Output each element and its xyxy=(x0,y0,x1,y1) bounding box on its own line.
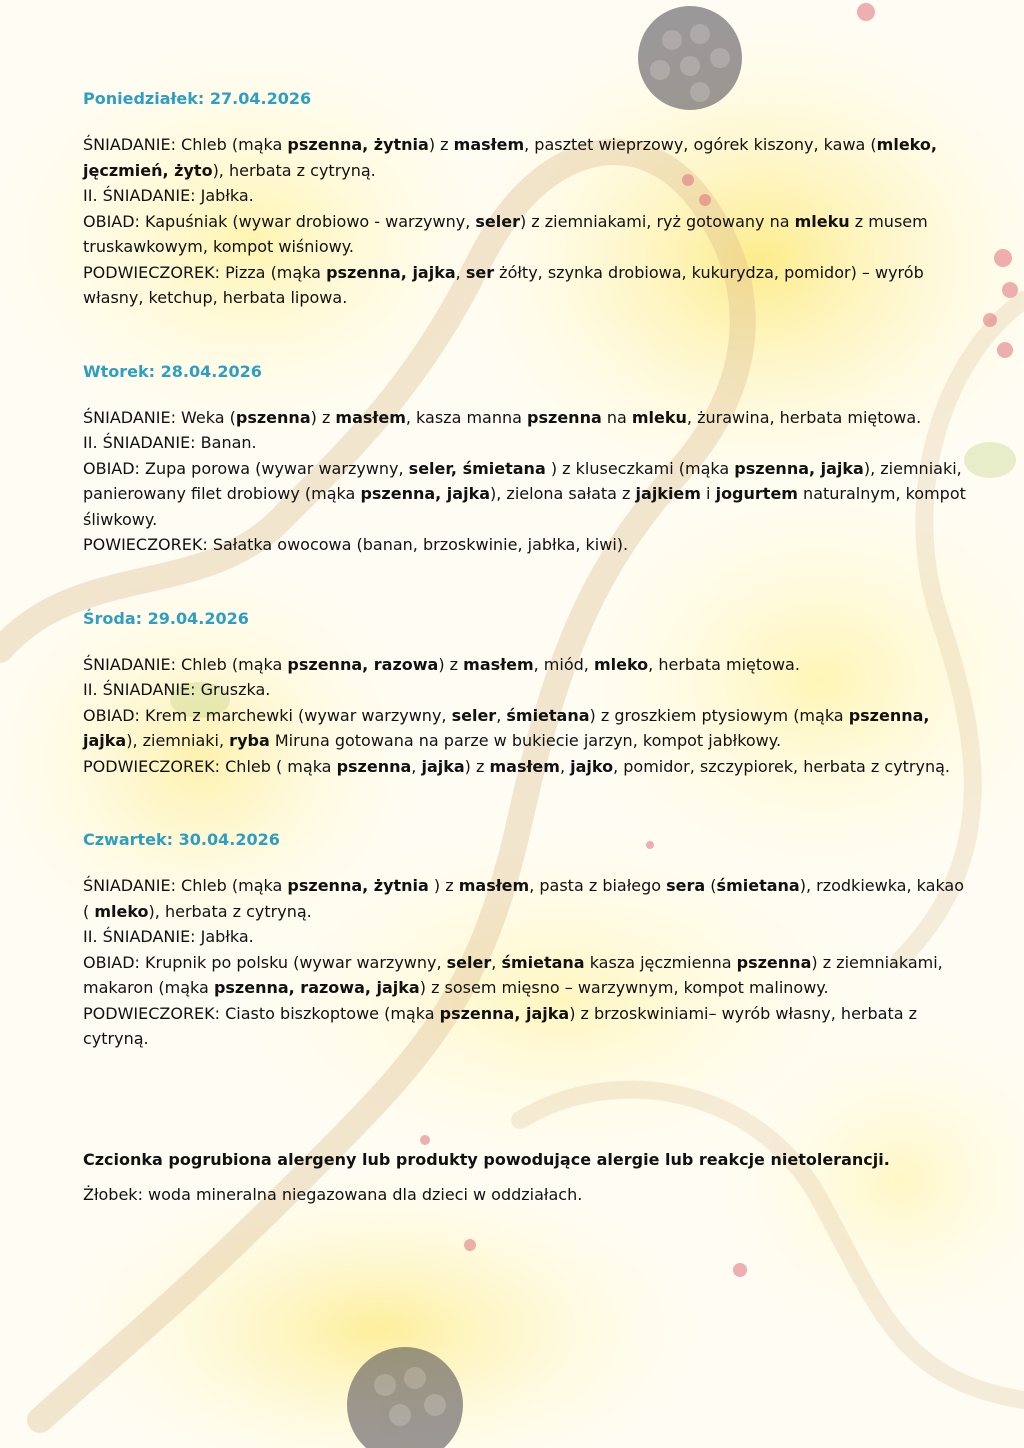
meal-text: PODWIECZOREK: Chleb ( mąka xyxy=(83,756,337,776)
meal-text: PODWIECZOREK: Ciasto biszkoptowe (mąka xyxy=(83,1003,440,1023)
menu-document xyxy=(83,86,968,1100)
meal-line xyxy=(83,405,968,431)
meal-line xyxy=(83,430,968,456)
meal-text: ), ziemniaki, panierowany filet drobiowy (mąka xyxy=(83,458,962,503)
meal-text: naturalnym, kompot śliwkowy. xyxy=(83,484,966,529)
day-title: Poniedziałek: 27.04.2026 xyxy=(83,89,312,108)
meal-text: ŚNIADANIE: Weka ( xyxy=(83,407,236,427)
meal-text: na xyxy=(601,407,632,427)
meal-text: PODWIECZOREK: Pizza (mąka xyxy=(83,262,327,282)
meal-text: z musem truskawkowym, kompot wiśniowy. xyxy=(83,211,928,256)
allergen-text: jajkiem xyxy=(635,484,701,503)
meal-text: ( xyxy=(705,876,717,895)
meal-text: , miód, xyxy=(533,654,594,674)
allergen-text: pszenna, jajka xyxy=(360,484,491,503)
day-section xyxy=(83,359,968,558)
allergen-text: pszenna xyxy=(336,756,412,776)
allergen-text: mleko xyxy=(94,901,149,921)
allergen-text: pszenna xyxy=(527,407,602,427)
footer xyxy=(83,1147,968,1207)
allergen-text: mleku xyxy=(631,407,687,427)
meal-text: ) z xyxy=(464,756,490,776)
meal-text: ) z xyxy=(428,135,454,154)
day-section xyxy=(83,86,968,311)
allergen-text: seler, śmietana xyxy=(408,458,546,478)
allergen-text: seler xyxy=(451,705,497,725)
meal-text: ) z xyxy=(428,876,459,895)
allergen-text: mleko, jęczmień, żyto xyxy=(83,135,937,180)
day-title: Środa: 29.04.2026 xyxy=(83,608,249,628)
allergen-text: pszenna, jajka xyxy=(439,1003,570,1023)
meal-line xyxy=(83,183,968,209)
allergen-text: seler xyxy=(475,211,520,231)
meal-line xyxy=(83,260,968,311)
meal-line xyxy=(83,209,968,260)
meal-text: ), herbata z cytryną. xyxy=(148,901,312,921)
meal-text: OBIAD: Krem z marchewki (wywar warzywny, xyxy=(83,705,452,725)
meal-text: ŚNIADANIE: Chleb (mąka xyxy=(83,654,288,674)
day-title: Czwartek: 30.04.2026 xyxy=(83,830,280,849)
meal-line xyxy=(83,873,968,924)
allergen-text: masłem xyxy=(335,407,406,427)
allergen-text: mleku xyxy=(794,211,850,231)
allergen-text: śmietana xyxy=(501,952,585,972)
meal-line xyxy=(83,132,968,183)
allergen-text: seler xyxy=(446,952,492,972)
meal-text: Miruna gotowana na parze w bukiecie jarzyn, kompot jabłkowy. xyxy=(269,731,782,750)
meal-text: OBIAD: Zupa porowa (wywar warzywny, xyxy=(83,458,409,478)
meal-text: , pasta z białego xyxy=(529,876,667,895)
meal-text: POWIECZOREK: Sałatka owocowa (banan, brzoskwinie, jabłka, kiwi). xyxy=(83,535,629,554)
meal-line xyxy=(83,652,968,678)
meal-text: OBIAD: Kapuśniak (wywar drobiowo - warzywny, xyxy=(83,211,476,231)
day-section xyxy=(83,827,968,1052)
meal-text: , żurawina, herbata miętowa. xyxy=(686,407,922,427)
meal-text: , kasza manna xyxy=(405,407,528,427)
allergen-text: ser xyxy=(465,262,495,282)
meal-line xyxy=(83,1001,968,1052)
meal-text: kasza jęczmienna xyxy=(584,952,737,972)
meal-line xyxy=(83,924,968,950)
meal-text: , pasztet wieprzowy, ogórek kiszony, kawa ( xyxy=(524,135,877,154)
allergen-text: pszenna, razowa xyxy=(287,654,439,674)
allergen-text: śmietana xyxy=(506,705,590,725)
allergen-text: mleko xyxy=(593,654,649,674)
allergen-text: pszenna xyxy=(736,952,812,972)
meal-text: , herbata miętowa. xyxy=(648,654,800,674)
day-title: Wtorek: 28.04.2026 xyxy=(83,361,262,381)
meal-line xyxy=(83,754,968,780)
meal-text: ) z sosem mięsno – warzywnym, kompot malinowy. xyxy=(419,978,829,997)
meal-text: ), herbata z cytryną. xyxy=(212,160,376,180)
meal-text: ) z xyxy=(438,654,464,674)
meal-line xyxy=(83,456,968,533)
meal-text: , xyxy=(491,952,502,972)
meal-text: ), rzodkiewka, kakao ( xyxy=(83,876,965,921)
meal-line xyxy=(83,677,968,703)
allergen-text: jajko xyxy=(570,756,614,776)
meal-text: , pomidor, szczypiorek, herbata z cytryną. xyxy=(613,756,951,776)
meal-text: , xyxy=(559,756,571,776)
meal-text: II. ŚNIADANIE: Banan. xyxy=(83,433,257,452)
allergen-text: pszenna, jajka xyxy=(326,262,456,282)
meal-text: , xyxy=(455,262,466,282)
allergen-text: pszenna, żytnia xyxy=(287,876,429,895)
meal-text: ŚNIADANIE: Chleb (mąka xyxy=(83,135,288,154)
meal-line xyxy=(83,950,968,1001)
day-section xyxy=(83,606,968,780)
meal-text: ) z kluseczkami (mąka xyxy=(545,458,735,478)
meal-text: II. ŚNIADANIE: Jabłka. xyxy=(83,186,254,205)
allergen-text: śmietana xyxy=(716,876,800,895)
allergen-text: masłem xyxy=(489,756,560,776)
allergen-text: pszenna xyxy=(235,407,311,427)
allergen-text: jajka xyxy=(421,756,465,776)
meal-text: , xyxy=(496,705,507,725)
allergen-text: ryba xyxy=(229,731,270,750)
meal-text: ) z xyxy=(310,407,336,427)
meal-text: ŚNIADANIE: Chleb (mąka xyxy=(83,876,288,895)
allergen-text: sera xyxy=(666,876,706,895)
meal-text: II. ŚNIADANIE: Gruszka. xyxy=(83,680,271,699)
allergen-text: pszenna, jajka xyxy=(83,705,930,750)
allergen-text: jogurtem xyxy=(715,484,798,503)
meal-text: ), zielona sałata z xyxy=(490,484,636,503)
allergen-text: pszenna, żytnia xyxy=(287,135,429,154)
meal-text: ) z groszkiem ptysiowym (mąka xyxy=(589,705,849,725)
allergen-text: pszenna, jajka xyxy=(734,458,864,478)
meal-text: II. ŚNIADANIE: Jabłka. xyxy=(83,927,254,946)
allergen-text: masłem xyxy=(453,135,525,154)
allergen-text: masłem xyxy=(463,654,534,674)
meal-line xyxy=(83,532,968,558)
allergen-text: masłem xyxy=(458,876,530,895)
allergen-note: Czcionka pogrubiona alergeny lub produkty powodujące alergie lub reakcje nietolerancji. xyxy=(83,1150,890,1169)
meal-text: ), ziemniaki, xyxy=(126,731,230,750)
meal-text: żółty, szynka drobiowa, kukurydza, pomidor) – wyrób własny, ketchup, herbata lipowa. xyxy=(83,262,924,307)
meal-text: , xyxy=(411,756,422,776)
meal-text: i xyxy=(700,484,716,503)
meal-line xyxy=(83,703,968,754)
meal-text: ) z ziemniakami, ryż gotowany na xyxy=(519,211,795,231)
meal-text: ) z ziemniakami, makaron (mąka xyxy=(83,952,943,997)
water-note: Żłobek: woda mineralna niegazowana dla dzieci w oddziałach. xyxy=(83,1185,583,1204)
meal-text: ) z brzoskwiniami– wyrób własny, herbata z cytryną. xyxy=(83,1003,918,1048)
meal-text: OBIAD: Krupnik po polsku (wywar warzywny, xyxy=(83,952,447,972)
allergen-text: pszenna, razowa, jajka xyxy=(213,978,420,997)
